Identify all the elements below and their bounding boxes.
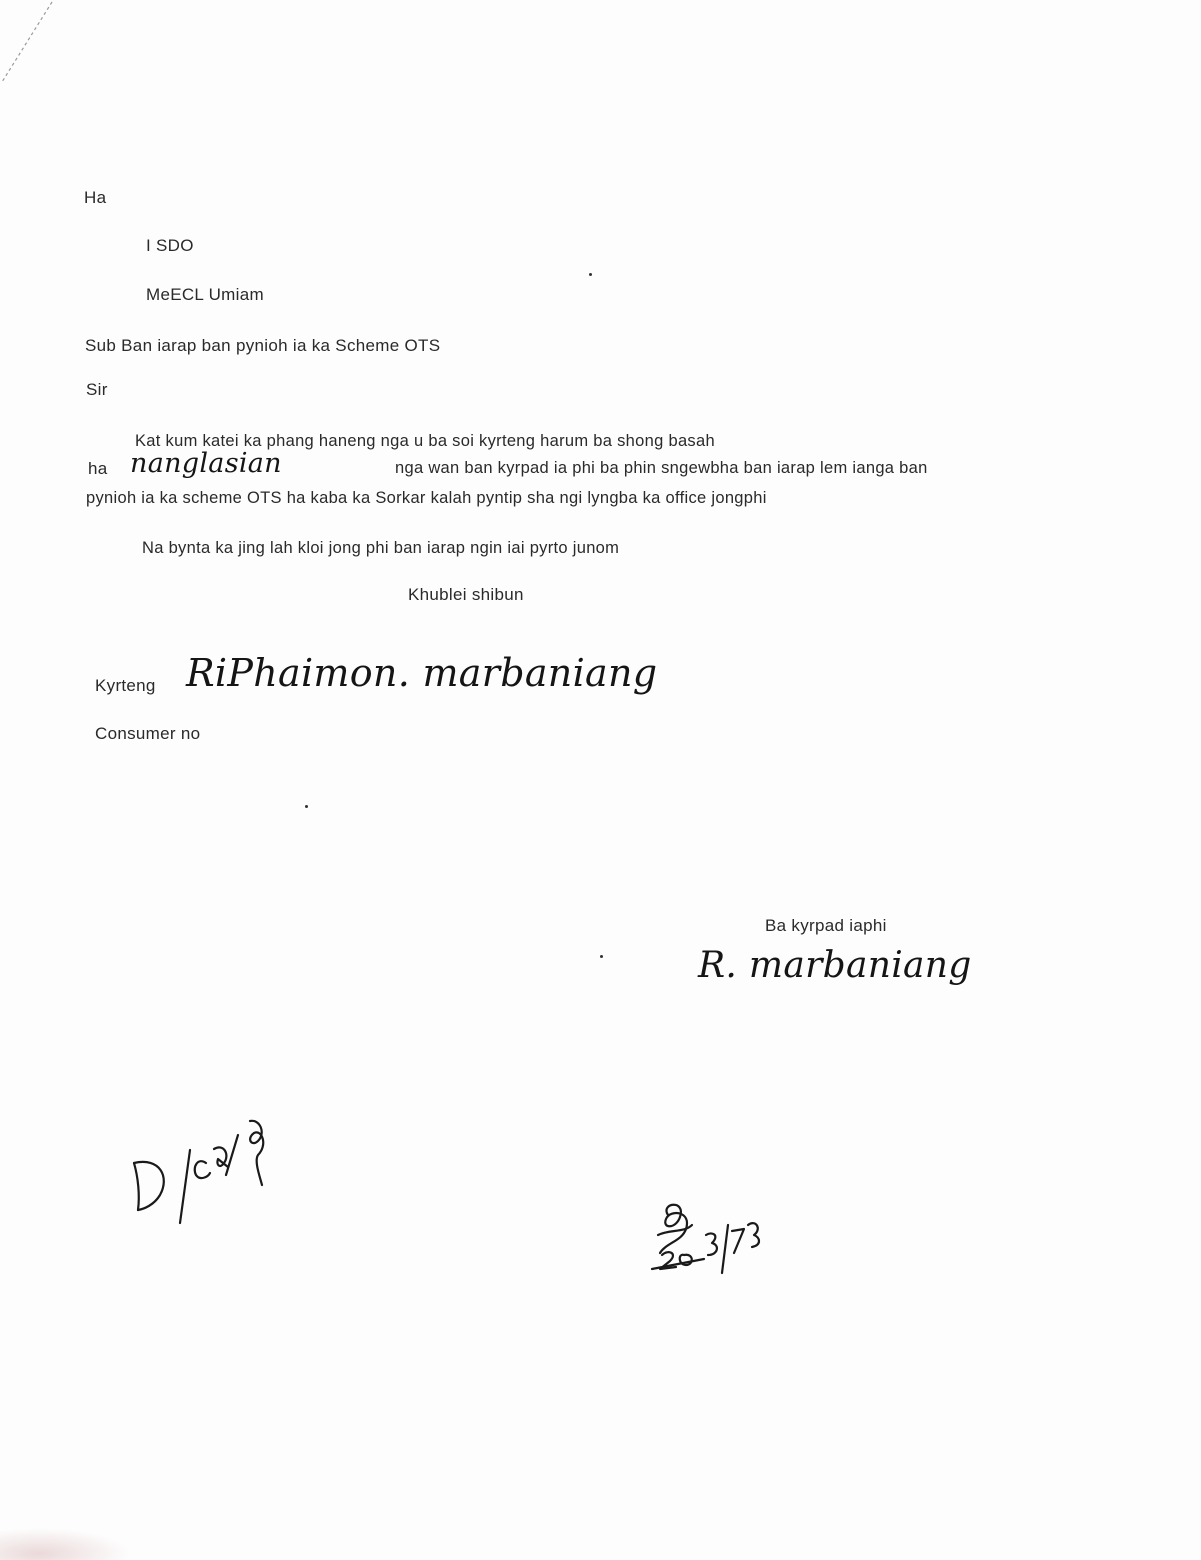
subject-line: Sub Ban iarap ban pynioh ia ka Scheme OTS (85, 336, 441, 355)
recipient-office: MeECL Umiam (146, 285, 264, 304)
handwritten-name: RiPhaimon. marbaniang (186, 651, 658, 695)
body-line-2-rest: nga wan ban kyrpad ia phi ba phin sngewbha ban iarap lem ianga ban (395, 459, 928, 477)
speck (589, 273, 592, 276)
speck (600, 955, 603, 958)
sign-label: Ba kyrpad iaphi (765, 916, 887, 935)
body-line-3: pynioh ia ka scheme OTS ha kaba ka Sorkar kalah pyntip sha ngi lyngba ka office jongphi (86, 489, 767, 507)
recipient-title: I SDO (146, 236, 194, 255)
endorsement-scribble (120, 1115, 280, 1240)
greeting: Sir (86, 380, 108, 399)
handwritten-village: nanglasian (130, 448, 282, 479)
body-line-4: Na byntа ka jing lah kloi jong phi ban iarap ngin iai pyrto junom (142, 539, 620, 557)
body-line-2-prefix: ha (88, 459, 108, 478)
closing: Khublei shibun (408, 585, 524, 604)
handwritten-signature: R. marbaniang (698, 945, 972, 986)
scan-smudge (0, 1528, 130, 1560)
salutation-to: Ha (84, 188, 107, 207)
speck (305, 805, 308, 808)
name-label: Kyrteng (95, 676, 156, 695)
body-line-1: Kat kum katei ka phang haneng nga u ba soi kyrteng harum ba shong basah (135, 432, 715, 450)
date-initials-scribble (640, 1195, 780, 1285)
scan-edge-mark (0, 0, 60, 90)
consumer-label: Consumer no (95, 724, 201, 743)
